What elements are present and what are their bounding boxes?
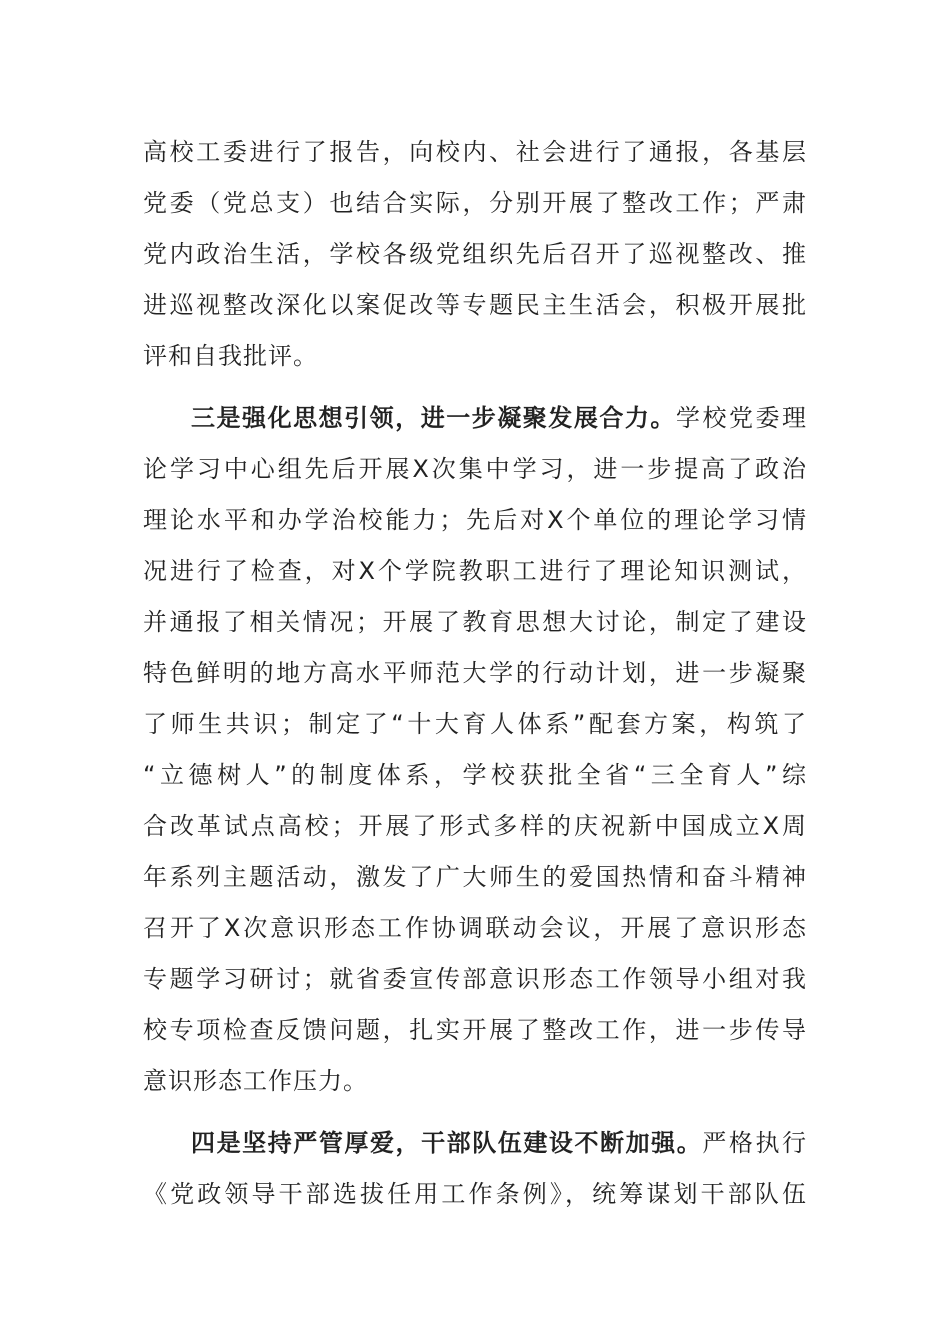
text-line <box>143 393 807 444</box>
text-line: 理论水平和办学治校能力；先后对X个单位的理论学习情 <box>143 506 807 534</box>
text-line: 评和自我批评。 <box>143 342 318 370</box>
text-line: 合改革试点高校；开展了形式多样的庆祝新中国成立X周 <box>143 812 807 840</box>
text-line <box>143 1118 807 1169</box>
text-line: 党内政治生活，学校各级党组织先后召开了巡视整改、推 <box>143 240 807 268</box>
paragraph-lead-continuation: 学校党委理 <box>675 404 808 432</box>
text-line: 召开了X次意识形态工作协调联动会议，开展了意识形态 <box>143 914 807 942</box>
paragraph-lead-heading: 三是强化思想引领，进一步凝聚发展合力。 <box>191 404 676 432</box>
text-line: 特色鲜明的地方高水平师范大学的行动计划，进一步凝聚 <box>143 659 807 687</box>
paragraph-lead-continuation: 严格执行 <box>702 1129 808 1157</box>
text-line: 论学习中心组先后开展X次集中学习，进一步提高了政治 <box>143 455 807 483</box>
text-line: 意识形态工作压力。 <box>143 1067 368 1095</box>
text-line: 并通报了相关情况；开展了教育思想大讨论，制定了建设 <box>143 608 807 636</box>
paragraph-3 <box>143 1118 807 1220</box>
paragraph-lead-heading: 四是坚持严管厚爱，干部队伍建设不断加强。 <box>191 1129 703 1157</box>
text-line: 况进行了检查，对X个学院教职工进行了理论知识测试， <box>143 557 807 585</box>
document-body <box>143 127 807 1231</box>
text-line: 高校工委进行了报告，向校内、社会进行了通报，各基层 <box>143 138 807 166</box>
paragraph-1 <box>143 127 807 382</box>
text-line: 年系列主题活动，激发了广大师生的爱国热情和奋斗精神 <box>143 863 807 891</box>
text-line: 校专项检查反馈问题，扎实开展了整改工作，进一步传导 <box>143 1016 807 1044</box>
text-line: 进巡视整改深化以案促改等专题民主生活会，积极开展批 <box>143 291 807 319</box>
text-line: 党委（党总支）也结合实际，分别开展了整改工作；严肃 <box>143 189 807 217</box>
text-line: 了师生共识；制定了“十大育人体系”配套方案，构筑了 <box>143 710 807 738</box>
text-line: “立德树人”的制度体系，学校获批全省“三全育人”综 <box>143 761 807 789</box>
text-line: 《党政领导干部选拔任用工作条例》，统筹谋划干部队伍 <box>143 1180 807 1208</box>
paragraph-2 <box>143 393 807 1107</box>
text-line: 专题学习研讨；就省委宣传部意识形态工作领导小组对我 <box>143 965 807 993</box>
